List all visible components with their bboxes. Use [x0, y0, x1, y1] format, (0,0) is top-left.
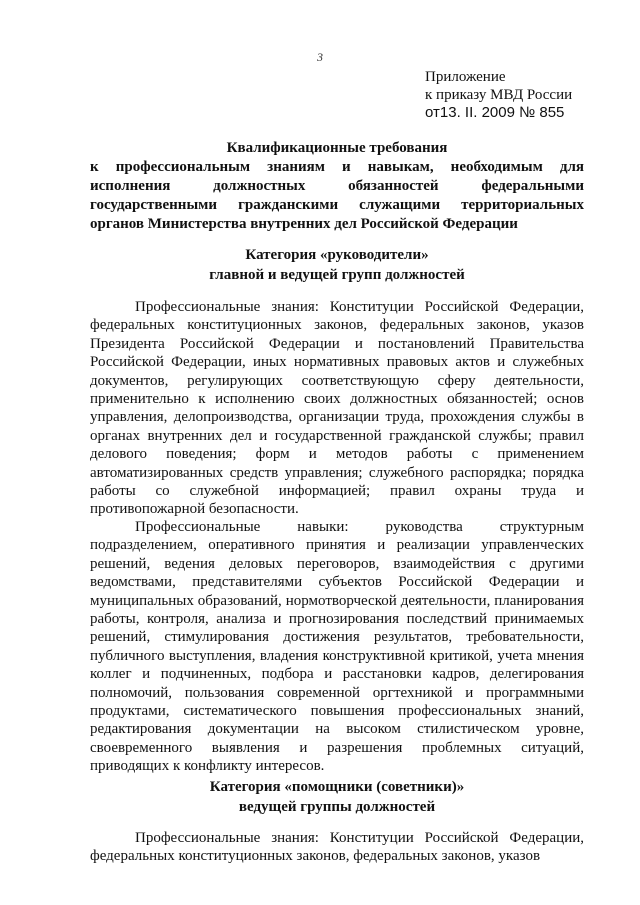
category-leaders-line-1: Категория «руководители» — [245, 247, 429, 263]
category-assistants-line-1: Категория «помощники (советники)» — [209, 779, 465, 795]
category-heading-leaders — [90, 245, 584, 285]
appendix-order-date: от13. II. 2009 № 855 — [425, 104, 565, 121]
category-leaders-line-2: главной и ведущей групп должностей — [209, 267, 465, 283]
title-line-1: к профессиональным знаниям и навыкам, необходимым для — [90, 159, 584, 175]
document-title — [90, 139, 584, 234]
assistants-knowledge-paragraph: Профессиональные знания: Конституции Российской Федерации, федеральных конституционных законов, федеральных законов, указов — [90, 830, 584, 865]
leaders-skills-paragraph: Профессиональные навыки: руководства структурным подразделением, оперативного принятия и реализации управленческих решений, ведения деловых переговоров, взаимодействия с другими ведомствами, представителями субъектов Российской Федерации и муниципальных образований, нормотворческой деятельности, планирования работы, контроля, анализа и прогнозирования последствий принимаемых решений, стимулирования достижения результатов, требовательности, публичного выступления, владения конструктивной критикой, учета мнения коллег и подчиненных, подбора и расстановки кадров, делегирования полномочий, пользования современной оргтехникой и программными продуктами, систематического повышения профессиональных знаний, редактирования документации на высоком стилистическом уровне, своевременного выявления и разрешения проблемных ситуаций, приводящих к конфликту интересов. — [90, 519, 584, 775]
leaders-knowledge-paragraph: Профессиональные знания: Конституции Российской Федерации, федеральных конституционных законов, федеральных законов, указов Президента Российской Федерации и постановлений Правительства Российской Федерации, иных нормативных правовых актов и служебных документов, регулирующих соответствующую сферу деятельности, применительно к исполнению своих должностных обязанностей; основ управления, делопроизводства, организации труда, прохождения службы в органах внутренних дел и государственной гражданской службы; правил делового поведения; форм и методов работы с применением автоматизированных средств управления; служебного распорядка; порядка работы со служебной информацией; правил охраны труда и противопожарной безопасности. — [90, 299, 584, 518]
title-line-3: государственными гражданскими служащими территориальных — [90, 197, 584, 213]
title-line-4: органов Министерства внутренних дел Российской Федерации — [90, 216, 518, 232]
page-number: 3 — [317, 50, 323, 64]
category-assistants-line-2: ведущей группы должностей — [238, 799, 436, 815]
title-line-2: исполнения должностных обязанностей федеральными — [90, 178, 584, 194]
appendix-label: Приложение — [425, 69, 506, 85]
category-heading-assistants — [90, 777, 584, 817]
title-heading: Квалификационные требования — [226, 140, 448, 156]
appendix-order-ref: к приказу МВД России — [425, 87, 573, 103]
appendix-block — [425, 68, 625, 122]
